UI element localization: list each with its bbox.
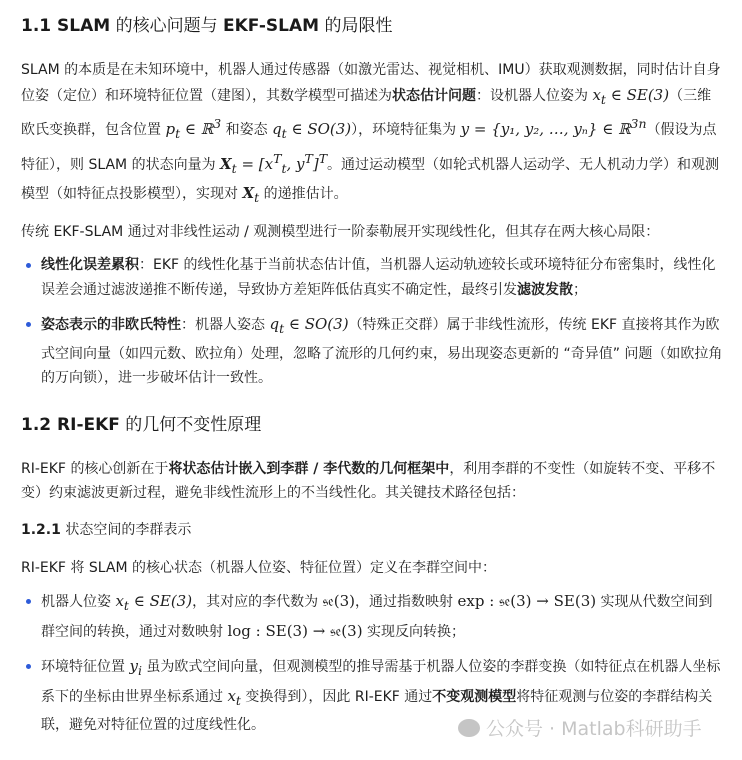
slam-intro-paragraph: SLAM 的本质是在未知环境中，机器人通过传感器（如激光雷达、视觉相机、IMU）获取观测数据，同时估计自身位姿（定位）和环境特征位置（建图），其数学模型可描述为状态估计问题：设机器人位姿为 $x_t$ ∈ SE(3)（三维欧氏变换群，包含位置 $p_t$ ∈ ℝ$^3$ 和姿态 $q_t$ ∈ SO(3)），环境特征集为 y = {y₁, y₂, …, yₙ} ∈ ℝ$^{3n}$（假设为点特征），则 SLAM 的状态向量为 $X_t = [x^T_t$, $y^T]^T$。通过运动模型（如轮式机器人运动学、无人机动力学）和观测模型（如特征点投影模型），实现对 $X_t$ 的递推估计。	[21, 62, 721, 205]
ekf-limitations-paragraph: 传统 EKF-SLAM 通过对非线性运动 / 观测模型进行一阶泰勒展开实现线性化，但其存在两大核心局限：	[21, 223, 660, 240]
math-lie-algebra: 𝔰𝔢(3)	[322, 592, 356, 610]
math-pose: $x_t$ ∈ SE(3)	[592, 85, 670, 107]
section-heading-1-2: 1.2 RI-EKF 的几何不变性原理	[21, 414, 262, 435]
list-item: 环境特征位置 $y_i$ 虽为欧式空间向量，但观测模型的推导需基于机器人位姿的李群变换（如特征点在机器人坐标系下的坐标由世界坐标系通过 $x_t$ 变换得到），因此 RI-EKF 通过不变观测模型将特征观测与位姿的李群结构关联，避免对特征位置的过度线性化。	[21, 654, 724, 738]
math-position: $p_t$ ∈ ℝ$^3$	[165, 116, 222, 141]
section-heading-1-2-1: 1.2.1 状态空间的李群表示	[21, 521, 192, 538]
wechat-icon	[458, 719, 480, 737]
bullet-icon	[26, 664, 31, 669]
math-log-map: log : SE(3) → 𝔰𝔢(3)	[227, 621, 363, 640]
math-feature: $y_i$	[129, 657, 142, 678]
limitations-list	[21, 253, 724, 391]
math-attitude: $q_t$ ∈ SO(3)	[269, 315, 349, 336]
math-pose: $x_t$	[227, 686, 241, 708]
list-item: 姿态表示的非欧氏特性：机器人姿态 $q_t$ ∈ SO(3)（特殊正交群）属于非线性流形，传统 EKF 直接将其作为欧式空间向量（如四元数、欧拉角）处理，忽略了流形的几何约束，易出现姿态更新的 “奇异值” 问题（如欧拉角的万向锁），进一步破坏估计一致性。	[21, 312, 724, 391]
math-state: $X_t$	[242, 184, 260, 205]
math-state-vector: $X_t = [x^T_t$, $y^T]^T$	[220, 150, 328, 176]
section-heading-1-1: 1.1 SLAM 的核心问题与 EKF-SLAM 的局限性	[21, 16, 393, 36]
list-item: 线性化误差累积：EKF 的线性化基于当前状态估计值，当机器人运动轨迹较长或环境特征分布密集时，线性化误差会通过滤波递推不断传递，导致协方差矩阵低估真实不确定性，最终引发滤波发散；	[21, 253, 724, 302]
math-exp-map: exp : 𝔰𝔢(3) → SE(3)	[457, 592, 597, 610]
lie-group-paragraph: RI-EKF 将 SLAM 的核心状态（机器人位姿、特征位置）定义在李群空间中：	[21, 559, 497, 576]
math-feature-set: y = {y₁, y₂, …, yₙ} ∈ ℝ$^{3n}$	[460, 116, 647, 138]
watermark: 公众号 · Matlab科研助手	[458, 714, 702, 741]
math-pose: $x_t$ ∈ SE(3)	[115, 592, 193, 613]
bullet-icon	[26, 322, 31, 327]
bullet-icon	[26, 263, 31, 268]
ri-ekf-intro-paragraph: RI-EKF 的核心创新在于将状态估计嵌入到李群 / 李代数的几何框架中，利用李群的不变性（如旋转不变、平移不变）约束滤波更新过程，避免非线性流形上的不当线性化。其关键技术路径包括：	[21, 460, 716, 501]
bullet-icon	[26, 599, 31, 604]
math-attitude: $q_t$ ∈ SO(3)	[272, 120, 352, 141]
list-item: 机器人位姿 $x_t$ ∈ SE(3)，其对应的李代数为 𝔰𝔢(3)，通过指数映射 exp : 𝔰𝔢(3) → SE(3) 实现从代数空间到群空间的转换，通过对数映射 log : SE(3) → 𝔰𝔢(3) 实现反向转换；	[21, 589, 724, 644]
